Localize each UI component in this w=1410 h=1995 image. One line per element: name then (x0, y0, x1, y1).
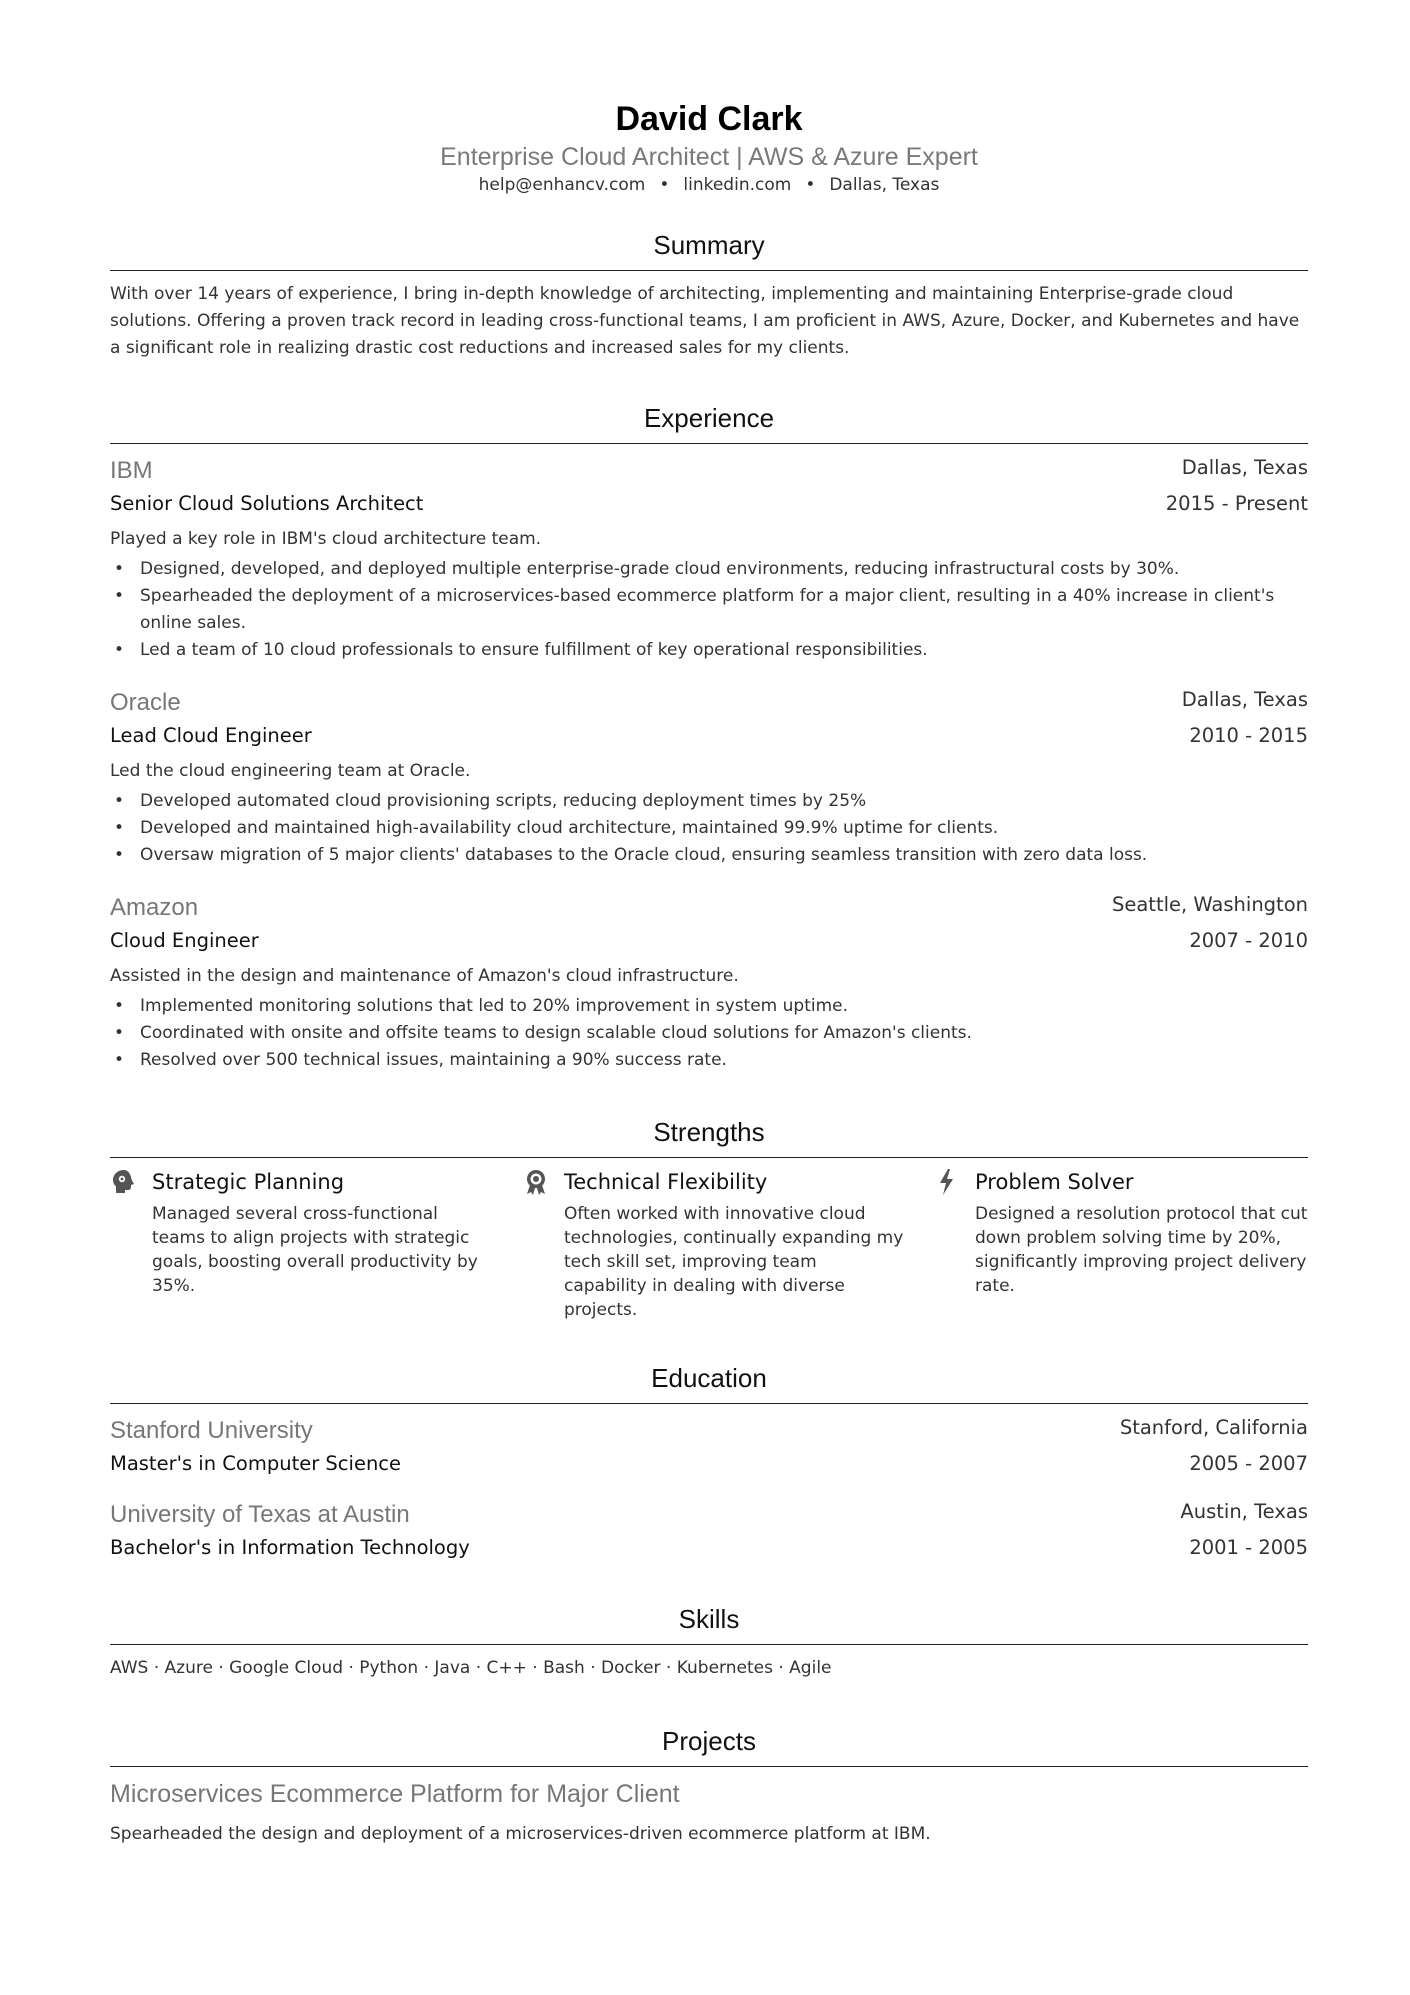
edu-location: Austin, Texas (1180, 1500, 1308, 1523)
list-item: • Oversaw migration of 5 major clients' databases to the Oracle cloud, ensuring seamless transition with zero data loss. (110, 842, 1308, 869)
strength-description: Designed a resolution protocol that cut down problem solving time by 20%, significantly improving project delivery rate. (975, 1204, 1308, 1296)
list-item: • Resolved over 500 technical issues, maintaining a 90% success rate. (110, 1047, 1308, 1074)
contact-linkedin[interactable]: linkedin.com (683, 175, 792, 195)
project-description: Spearheaded the design and deployment of a microservices-driven ecommerce platform at IBM. (110, 1824, 931, 1844)
strength-title: Problem Solver (975, 1170, 1134, 1194)
edu-degree: Master's in Computer Science (110, 1452, 402, 1475)
contact-location: Dallas, Texas (829, 175, 940, 195)
projects-heading: Projects (662, 1726, 756, 1756)
strength-title: Technical Flexibility (564, 1170, 768, 1194)
list-item: • Led a team of 10 cloud professionals to ensure fulfillment of key operational responsibilities. (110, 637, 1308, 664)
strengths-heading: Strengths (653, 1117, 765, 1147)
list-item: • Spearheaded the deployment of a microservices-based ecommerce platform for a major client, resulting in a 40% increase in client's online sales. (110, 583, 1308, 637)
experience-heading: Experience (643, 403, 775, 433)
job-location: Seattle, Washington (1111, 893, 1308, 916)
list-item: • Implemented monitoring solutions that led to 20% improvement in system uptime. (110, 993, 1308, 1020)
award-ribbon-icon (522, 1168, 550, 1196)
job-description: Assisted in the design and maintenance of Amazon's cloud infrastructure. (110, 966, 739, 986)
candidate-name: David Clark (615, 100, 803, 138)
job-company: Oracle (110, 689, 181, 716)
edu-degree: Bachelor's in Information Technology (110, 1536, 470, 1559)
section-divider (110, 1157, 1308, 1158)
section-divider (110, 1766, 1308, 1767)
summary-heading: Summary (653, 230, 765, 260)
list-item: • Developed automated cloud provisioning scripts, reducing deployment times by 25% (110, 788, 1308, 815)
head-brain-icon (110, 1168, 138, 1196)
job-company: IBM (110, 457, 153, 484)
job-company: Amazon (110, 894, 199, 921)
edu-dates: 2001 - 2005 (1189, 1536, 1308, 1559)
education-heading: Education (651, 1363, 767, 1393)
job-location: Dallas, Texas (1181, 456, 1308, 479)
edu-location: Stanford, California (1119, 1416, 1308, 1439)
section-divider (110, 1403, 1308, 1404)
list-item: • Developed and maintained high-availability cloud architecture, maintained 99.9% uptime for clients. (110, 815, 1308, 842)
list-item: • Coordinated with onsite and offsite teams to design scalable cloud solutions for Amazon's clients. (110, 1020, 1308, 1047)
job-dates: 2007 - 2010 (1189, 929, 1308, 952)
section-divider (110, 443, 1308, 444)
skills-list: AWS · Azure · Google Cloud · Python · Java · C++ · Bash · Docker · Kubernetes · Agile (110, 1658, 832, 1678)
contact-separator: • (805, 175, 816, 195)
strength-description: Often worked with innovative cloud technologies, continually expanding my tech skill set, improving team capability in dealing with diverse projects. (564, 1204, 904, 1320)
job-description: Led the cloud engineering team at Oracle. (110, 761, 471, 781)
job-location: Dallas, Texas (1181, 688, 1308, 711)
edu-school: Stanford University (110, 1417, 313, 1444)
job-role: Senior Cloud Solutions Architect (110, 492, 424, 515)
edu-school: University of Texas at Austin (110, 1501, 410, 1528)
job-dates: 2015 - Present (1165, 492, 1308, 515)
job-bullets (110, 788, 1308, 869)
strength-description: Managed several cross-functional teams to align projects with strategic goals, boosting overall productivity by 35%. (152, 1204, 478, 1296)
strength-title: Strategic Planning (152, 1170, 345, 1194)
list-item: • Designed, developed, and deployed multiple enterprise-grade cloud environments, reducing infrastructural costs by 30%. (110, 556, 1308, 583)
section-divider (110, 270, 1308, 271)
job-role: Cloud Engineer (110, 929, 259, 952)
skills-heading: Skills (678, 1604, 740, 1634)
summary-text: With over 14 years of experience, I bring in-depth knowledge of architecting, implementing and maintaining Enterprise-grade cloud solutions. Offering a proven track record in leading cross-functional teams, I am proficient in AWS, Azure, Docker, and Kubernetes and have a significant role in realizing drastic cost reductions and increased sales for my clients. (110, 284, 1300, 358)
job-dates: 2010 - 2015 (1189, 724, 1308, 747)
edu-dates: 2005 - 2007 (1189, 1452, 1308, 1475)
job-bullets (110, 556, 1308, 664)
lightning-bolt-icon (933, 1168, 961, 1196)
contact-email[interactable]: help@enhancv.com (478, 175, 646, 195)
candidate-tagline: Enterprise Cloud Architect | AWS & Azure Expert (440, 143, 978, 171)
job-bullets (110, 993, 1308, 1074)
contact-separator: • (659, 175, 670, 195)
contact-line (110, 173, 1308, 197)
project-title: Microservices Ecommerce Platform for Major Client (110, 1780, 680, 1808)
section-divider (110, 1644, 1308, 1645)
job-role: Lead Cloud Engineer (110, 724, 312, 747)
job-description: Played a key role in IBM's cloud architecture team. (110, 529, 542, 549)
